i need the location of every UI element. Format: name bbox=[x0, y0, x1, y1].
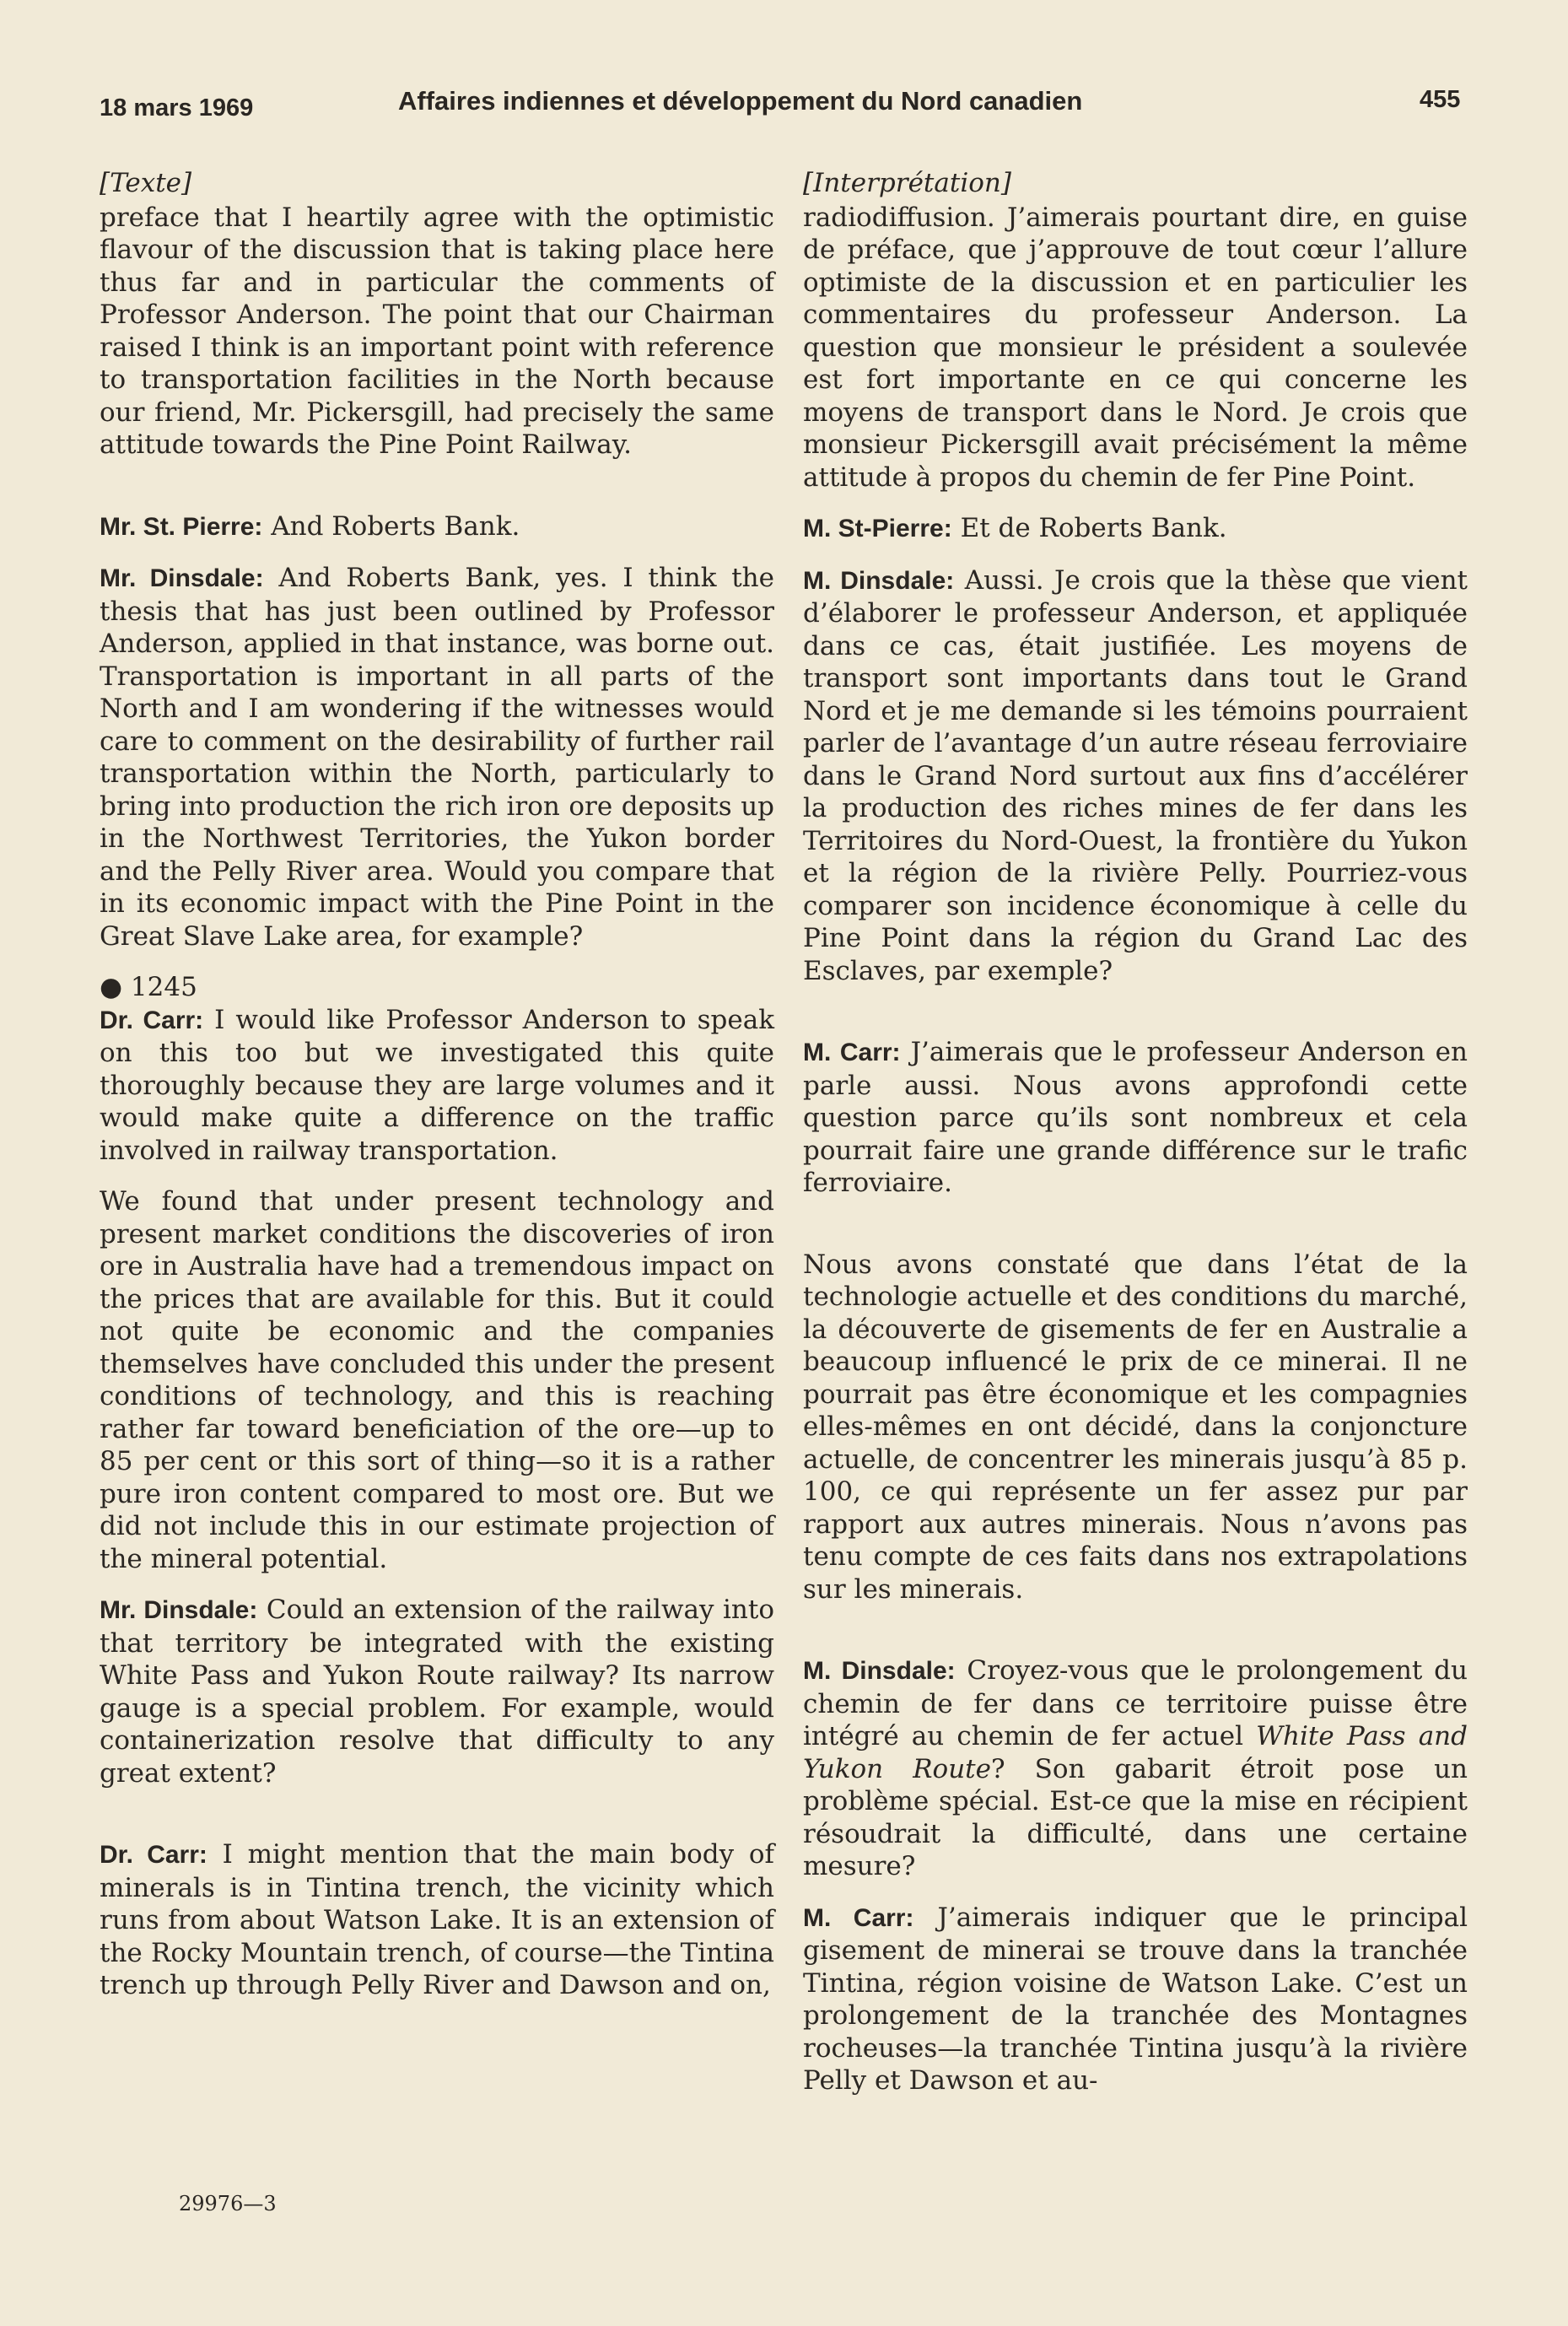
paragraph bbox=[100, 510, 774, 544]
column-label-texte: [Texte] bbox=[100, 168, 192, 198]
column-label-interpretation: [Interprétation] bbox=[803, 168, 1011, 198]
paragraph bbox=[803, 1036, 1468, 1200]
speech-text: And Roberts Bank, yes. I think the thesis that has just been outlined by Professor Anderson, applied in that instance, was borne out. Transportation is important in all parts of the North and I am wondering if the witnesses would care to comment on the desirability of further rail transportation within the North, particularly to bring into production the rich iron ore deposits up in the Northwest Territories, the Yukon border and the Pelly River area. Would you compare that in its economic impact with the Pine Point in the Great Slave Lake area, for example? bbox=[100, 563, 774, 952]
paragraph: We found that under present technology and present market conditions the discoveries of iron ore in Australia have had a tremendous impact on the prices that are available for this. But it could not quite be economic and the companies themselves have concluded this under the present conditions of technology, and this is reaching rather far toward beneficiation of the ore—up to 85 per cent or this sort of thing—so it is a rather pure iron content compared to most ore. But we did not include this in our estimate projection of the mineral potential. bbox=[100, 1186, 774, 1574]
paragraph bbox=[803, 1654, 1468, 1883]
page-number: 455 bbox=[1420, 86, 1461, 113]
header-title: Affaires indiennes et développement du Nord canadien bbox=[398, 86, 1083, 116]
paragraph bbox=[803, 512, 1468, 546]
speaker-name: M. Carr: bbox=[803, 1039, 901, 1066]
speech-text: I would like Professor Anderson to speak on this too but we investigated this quite thoroughly because they are large volumes and it would make quite a difference on the traffic involved in railway transportation. bbox=[100, 1004, 774, 1166]
speech-text: I might mention that the main body of minerals is in Tintina trench, the vicinity which runs from about Watson Lake. It is an extension of the Rocky Mountain trench, of course—the Tintina trench up through Pelly River and Dawson and on, bbox=[100, 1839, 774, 2000]
speech-text: ? Son gabarit étroit pose un problème spécial. Est-ce que la mise en récipient résoudrait la difficulté, dans une certaine mesure? bbox=[803, 1753, 1468, 1881]
speech-text: Could an extension of the railway into that territory be integrated with the existing White Pass and Yukon Route railway? Its narrow gauge is a special problem. For example, would containerization resolve that difficulty to any great extent? bbox=[100, 1595, 774, 1789]
speaker-name: Dr. Carr: bbox=[100, 1006, 204, 1034]
speaker-name: Dr. Carr: bbox=[100, 1841, 207, 1869]
speaker-name: Mr. Dinsdale: bbox=[100, 564, 264, 592]
header-date: 18 mars 1969 bbox=[100, 94, 254, 121]
speaker-name: M. Dinsdale: bbox=[803, 1657, 956, 1685]
speaker-name: M. Dinsdale: bbox=[803, 566, 955, 595]
speech-text: Croyez-vous que le prolongement du chemin de fer dans ce territoire puisse être intégré au chemin de fer actuel bbox=[803, 1655, 1468, 1751]
speech-text: J’aimerais que le professeur Anderson en parle aussi. Nous avons approfondi cette question parce qu’ils sont nombreux et cela pourrait faire une grande différence sur le trafic ferroviaire. bbox=[803, 1037, 1468, 1198]
english-column bbox=[100, 167, 774, 2002]
paragraph bbox=[100, 1594, 774, 1789]
speech-text: Et de Roberts Bank. bbox=[951, 513, 1227, 543]
french-column bbox=[803, 167, 1468, 2097]
speech-text: And Roberts Bank. bbox=[262, 510, 520, 542]
speech-text: J’aimerais indiquer que le principal gisement de minerai se trouve dans la tranchée Tintina, région voisine de Watson Lake. C’est un prolongement de la tranchée des Montagnes rocheuses—la tranchée Tintina jusqu’à la rivière Pelly et Dawson et au- bbox=[803, 1902, 1468, 2096]
speaker-name: M. St-Pierre: bbox=[803, 515, 952, 542]
paragraph: radiodiffusion. J’aimerais pourtant dire, en guise de préface, que j’approuve de tout cœur l’allure optimiste de la discussion et en particulier les commentaires du professeur Anderson. La question que monsieur le président a soulevée est fort importante en ce qui concerne les moyens de transport dans le Nord. Je crois que monsieur Pickersgill avait précisément la même attitude à propos du chemin de fer Pine Point. bbox=[803, 202, 1468, 493]
speaker-name: Mr. St. Pierre: bbox=[100, 512, 263, 541]
paragraph: preface that I heartily agree with the optimistic flavour of the discussion that is taking place here thus far and in particular the comments of Professor Anderson. The point that our Chairman raised I think is an important point with reference to transportation facilities in the North because our friend, Mr. Pickersgill, had precisely the same attitude towards the Pine Point Railway. bbox=[100, 202, 774, 460]
page-header bbox=[0, 83, 1568, 125]
speaker-name: Mr. Dinsdale: bbox=[100, 1596, 258, 1624]
footer-code: 29976—3 bbox=[179, 2192, 277, 2215]
paragraph bbox=[100, 1004, 774, 1168]
speaker-name: M. Carr: bbox=[803, 1903, 914, 1932]
speech-text: Aussi. Je crois que la thèse que vient d’élaborer le professeur Anderson, et appliquée dans ce cas, était justifiée. Les moyens de transport sont importants dans tout le Grand Nord et je me demande si les témoins pourraient parler de l’avantage d’un autre réseau ferroviaire dans le Grand Nord surtout aux fins d’accélérer la production des riches mines de fer dans les Territoires du Nord-Ouest, la frontière du Yukon et la région de la rivière Pelly. Pourriez-vous comparer son incidence économique à celle du Pine Point dans la région du Grand Lac des Esclaves, par exemple? bbox=[803, 564, 1468, 986]
paragraph bbox=[803, 1902, 1468, 2097]
paragraph: Nous avons constaté que dans l’état de la technologie actuelle et des conditions du marché, la découverte de gisements de fer en Australie a beaucoup influencé le prix de ce minerai. Il ne pourrait pas être économique et les compagnies elles-mêmes en ont décidé, dans la conjoncture actuelle, de concentrer les minerais jusqu’à 85 p. 100, ce qui représente un fer assez pur par rapport aux autres minerais. Nous n’avons pas tenu compte de ces faits dans nos extrapolations sur les minerais. bbox=[803, 1249, 1468, 1605]
paragraph bbox=[803, 564, 1468, 988]
paragraph bbox=[100, 562, 774, 953]
time-marker: ● 1245 bbox=[100, 972, 197, 1002]
paragraph bbox=[100, 1838, 774, 2002]
speech-text-italic: White Pass and Yukon Route bbox=[803, 1721, 1468, 1784]
